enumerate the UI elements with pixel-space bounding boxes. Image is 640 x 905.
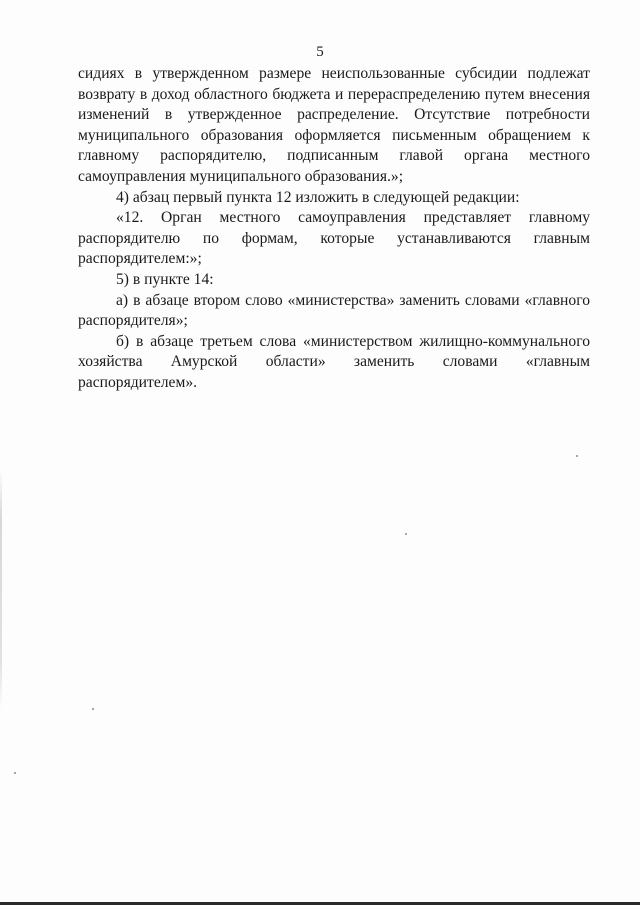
scan-speck xyxy=(405,533,407,535)
scan-speck xyxy=(14,772,16,774)
paragraph-item-5a: а) в абзаце втором слово «министерства» заменить словами «главного распорядителя»; xyxy=(78,291,590,330)
paragraph-item-5: 5) в пункте 14: xyxy=(116,270,214,288)
paragraph-item-12-text: «12. Орган местного самоуправления представляет главному распорядителю по формам, которые устанавливаются главным распорядителем:»; xyxy=(78,209,590,268)
page-number: 5 xyxy=(316,44,324,60)
scan-speck xyxy=(92,708,94,710)
scan-edge-shadow xyxy=(0,470,2,710)
paragraph-subsidy-return: сидиях в утвержденном размере неиспользованные субсидии подлежат возврату в доход областного бюджета и перераспределению путем внесения изменений в утвержденное распределение. Отсутствие потребности муниципального образования оформляется письменным обращением к главному распорядителю, подписанным главой органа местного самоуправления муниципального образования.»; xyxy=(78,65,590,185)
scan-speck xyxy=(576,455,578,457)
paragraph-item-5b: б) в абзаце третьем слова «министерством жилищно-коммунального хозяйства Амурской области» заменить словами «главным распорядителем». xyxy=(78,332,590,391)
paragraph-item-4: 4) абзац первый пункта 12 изложить в следующей редакции: xyxy=(116,188,520,206)
document-body xyxy=(78,64,590,394)
